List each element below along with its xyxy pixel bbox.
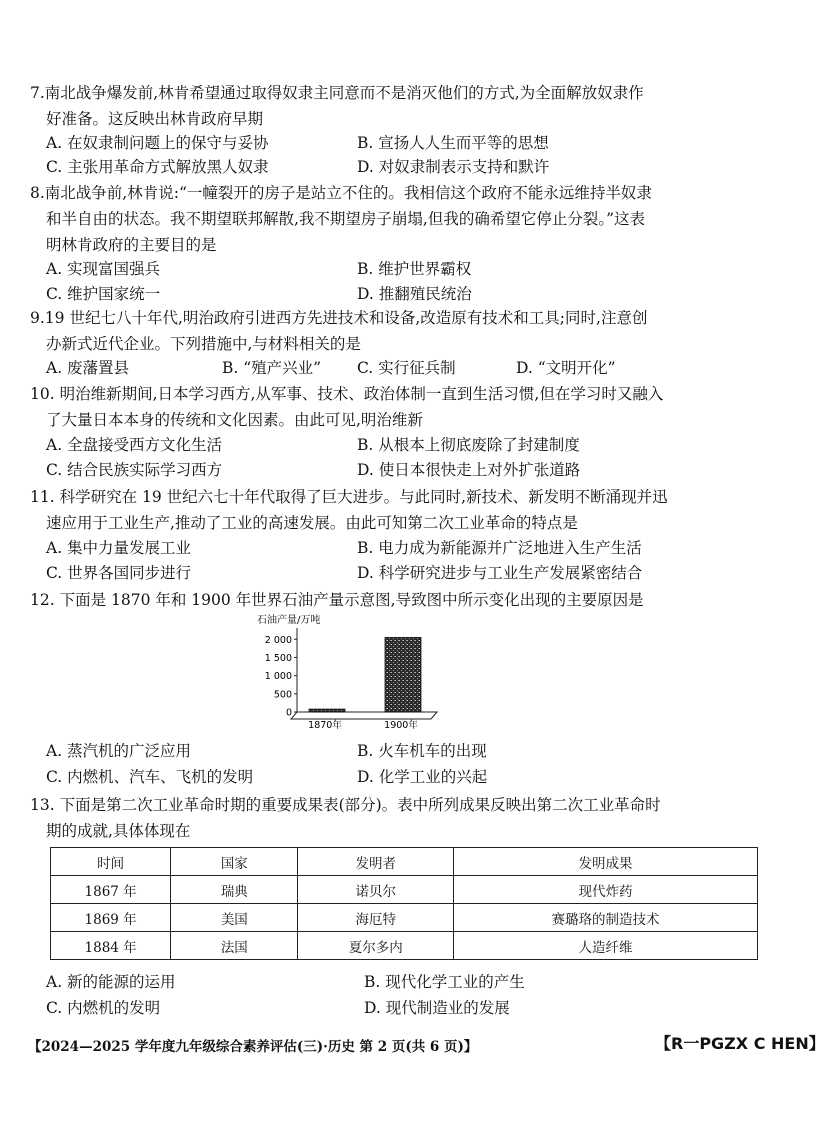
chart-bars	[309, 637, 421, 712]
question-13-option-b[interactable]: B. 现代化学工业的产生	[364, 973, 525, 991]
chart-x-labels	[308, 719, 418, 731]
question-11-option-c[interactable]: C. 世界各国同步进行	[46, 564, 192, 582]
chart-y-tick-label: 1 000	[264, 671, 292, 683]
question-8-stem-line2: 和半自由的状态。我不期望联邦解散,我不期望房子崩塌,但我的确希望它停止分裂。”这表	[46, 210, 646, 228]
exam-code: 【R一PGZX C HEN】	[655, 1034, 825, 1053]
question-7-option-c[interactable]: C. 主张用革命方式解放黑人奴隶	[46, 158, 269, 176]
question-10-stem-line1: 10. 明治维新期间,日本学习西方,从军事、技术、政治体制一直到生活习惯,但在学习时又融入	[30, 385, 664, 403]
table-row	[51, 932, 758, 960]
table-cell: 人造纤维	[453, 932, 757, 960]
chart-floor	[291, 712, 437, 719]
question-13-stem-line1: 13. 下面是第二次工业革命时期的重要成果表(部分)。表中所列成果反映出第二次工业革命时	[30, 796, 661, 814]
table-header-cell: 时间	[51, 848, 171, 876]
page-footer: 【2024—2025 学年度九年级综合素养评估(三)·历史 第 2 页(共 6 页)】	[28, 1039, 478, 1055]
question-9-option-a[interactable]: A. 废藩置县	[46, 359, 130, 377]
question-13	[30, 792, 770, 844]
table-cell: 法国	[171, 932, 298, 960]
question-8-stem-line3: 明林肯政府的主要目的是	[46, 236, 217, 254]
table-cell: 1884 年	[51, 932, 171, 960]
chart-y-tick-label: 0	[285, 707, 292, 719]
question-7-option-d[interactable]: D. 对奴隶制表示支持和默许	[357, 158, 550, 176]
chart-y-tick-label: 2 000	[264, 634, 292, 646]
question-13-option-a[interactable]: A. 新的能源的运用	[46, 973, 176, 991]
table-cell: 1867 年	[51, 876, 171, 904]
chart-x-tick-label: 1900年	[384, 720, 418, 731]
question-10	[30, 381, 770, 433]
question-9-option-d[interactable]: D. “文明开化”	[516, 359, 616, 377]
question-12-option-d[interactable]: D. 化学工业的兴起	[357, 768, 488, 786]
question-8	[30, 180, 770, 258]
table-header-row	[51, 848, 758, 876]
table-cell: 诺贝尔	[298, 876, 454, 904]
question-12-stem-line1: 12. 下面是 1870 年和 1900 年世界石油产量示意图,导致图中所示变化出现的主要原因是	[30, 591, 644, 609]
question-11-option-b[interactable]: B. 电力成为新能源并广泛地进入生产生活	[357, 539, 642, 557]
question-10-option-d[interactable]: D. 使日本很快走上对外扩张道路	[357, 461, 581, 479]
question-8-option-a[interactable]: A. 实现富国强兵	[46, 260, 161, 278]
chart-bar	[385, 637, 421, 712]
table-cell: 现代炸药	[453, 876, 757, 904]
oil-production-chart	[255, 612, 445, 734]
question-13-option-d[interactable]: D. 现代制造业的发展	[364, 999, 510, 1017]
question-10-stem-line2: 了大量日本本身的传统和文化因素。由此可见,明治维新	[46, 411, 423, 429]
question-12-option-c[interactable]: C. 内燃机、汽车、飞机的发明	[46, 768, 254, 786]
question-12-option-b[interactable]: B. 火车机车的出现	[357, 742, 487, 760]
question-11-option-d[interactable]: D. 科学研究进步与工业生产发展紧密结合	[357, 564, 643, 582]
question-13-option-c[interactable]: C. 内燃机的发明	[46, 999, 161, 1017]
chart-y-tick-label: 500	[273, 689, 292, 701]
inventions-table	[50, 847, 758, 960]
question-7	[30, 80, 770, 132]
question-8-option-b[interactable]: B. 维护世界霸权	[357, 260, 472, 278]
table-cell: 瑞典	[171, 876, 298, 904]
table-header-cell: 国家	[171, 848, 298, 876]
question-9	[30, 305, 770, 357]
question-11-stem-line2: 速应用于工业生产,推动了工业的高速发展。由此可知第二次工业革命的特点是	[46, 514, 578, 532]
question-7-option-b[interactable]: B. 宣扬人人生而平等的思想	[357, 134, 549, 152]
question-8-option-d[interactable]: D. 推翻殖民统治	[357, 285, 472, 303]
question-7-option-a[interactable]: A. 在奴隶制问题上的保守与妥协	[46, 134, 269, 152]
table-cell: 美国	[171, 904, 298, 932]
table-cell: 海厄特	[298, 904, 454, 932]
table-row	[51, 876, 758, 904]
question-9-option-c[interactable]: C. 实行征兵制	[357, 359, 456, 377]
table-cell: 赛璐珞的制造技术	[453, 904, 757, 932]
question-10-option-b[interactable]: B. 从根本上彻底废除了封建制度	[357, 436, 580, 454]
question-11-option-a[interactable]: A. 集中力量发展工业	[46, 539, 192, 557]
chart-x-tick-label: 1870年	[308, 720, 342, 731]
table-row	[51, 904, 758, 932]
question-8-stem-line1: 8.南北战争前,林肯说:“一幢裂开的房子是站立不住的。我相信这个政府不能永远维持半奴隶	[30, 184, 652, 202]
question-12-option-a[interactable]: A. 蒸汽机的广泛应用	[46, 742, 192, 760]
question-11-stem-line1: 11. 科学研究在 19 世纪六七十年代取得了巨大进步。与此同时,新技术、新发明不断涌现并迅	[30, 488, 668, 506]
question-7-stem-line2: 好准备。这反映出林肯政府早期	[46, 110, 264, 128]
question-8-option-c[interactable]: C. 维护国家统一	[46, 285, 161, 303]
table-header-cell: 发明成果	[453, 848, 757, 876]
question-12	[30, 587, 770, 613]
question-9-stem-line1: 9.19 世纪七八十年代,明治政府引进西方先进技术和设备,改造原有技术和工具;同时,注意创	[30, 309, 648, 327]
chart-y-label: 石油产量/万吨	[257, 615, 321, 626]
table-cell: 1869 年	[51, 904, 171, 932]
question-7-stem-line1: 7.南北战争爆发前,林肯希望通过取得奴隶主同意而不是消灭他们的方式,为全面解放奴隶作	[30, 84, 644, 102]
chart-y-tick-label: 1 500	[264, 652, 292, 664]
question-10-option-c[interactable]: C. 结合民族实际学习西方	[46, 461, 223, 479]
chart-ticks	[265, 635, 297, 719]
question-10-option-a[interactable]: A. 全盘接受西方文化生活	[46, 436, 223, 454]
question-11	[30, 484, 770, 536]
table-cell: 夏尔多内	[298, 932, 454, 960]
table-header-cell: 发明者	[298, 848, 454, 876]
chart-bar	[309, 709, 345, 712]
question-9-stem-line2: 办新式近代企业。下列措施中,与材料相关的是	[46, 335, 361, 353]
question-13-stem-line2: 期的成就,具体体现在	[46, 822, 191, 840]
question-9-option-b[interactable]: B. “殖产兴业”	[222, 359, 322, 377]
